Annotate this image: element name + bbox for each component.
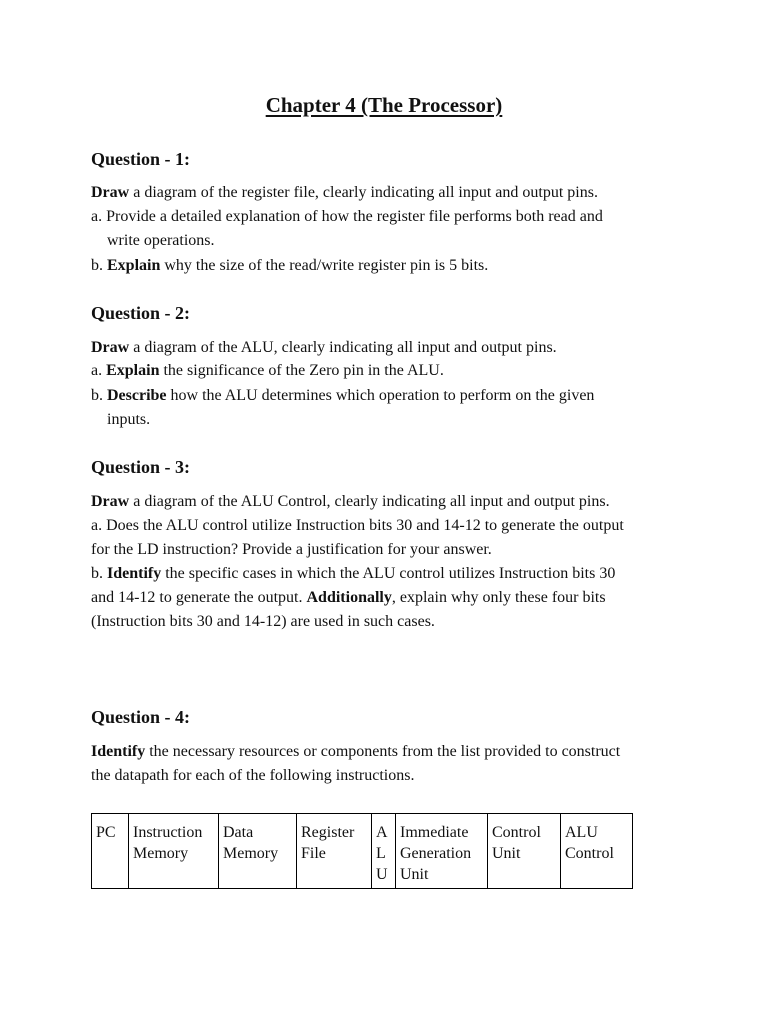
- question-2-line-2: [91, 359, 444, 383]
- table-cell-data-memory: [219, 814, 297, 889]
- question-3-line-2: a. Does the ALU control utilize Instruction bits 30 and 14-12 to generate the output: [91, 517, 624, 534]
- question-2-item-b-marker: b.: [91, 387, 107, 404]
- cell-imem-line-2: Memory: [133, 845, 189, 862]
- question-3-line-5: [91, 586, 606, 610]
- question-3-line-1: [91, 490, 610, 514]
- question-3-line-3: for the LD instruction? Provide a justification for your answer.: [91, 541, 492, 558]
- question-2-heading: Question - 2:: [91, 303, 190, 323]
- question-2-explain-keyword: Explain: [106, 362, 160, 379]
- cell-alu-line-2: L: [376, 845, 386, 862]
- table-cell-alu: [372, 814, 396, 889]
- question-3-line-5-rest: , explain why only these four bits: [391, 589, 606, 606]
- question-1-line-3: write operations.: [107, 232, 215, 249]
- question-3-line-1-text: a diagram of the ALU Control, clearly indicating all input and output pins.: [129, 493, 610, 510]
- cell-aluc-line-2: Control: [565, 845, 614, 862]
- table-cell-control-unit: [488, 814, 561, 889]
- question-1-draw-keyword: Draw: [91, 184, 130, 201]
- question-3-identify-keyword: Identify: [107, 565, 162, 582]
- page-title: Chapter 4 (The Processor): [265, 93, 503, 117]
- cell-rf-line-2: File: [301, 845, 326, 862]
- cell-alu-line-1: A: [376, 824, 388, 841]
- question-4-heading: Question - 4:: [91, 707, 190, 727]
- cell-imm-line-1: Immediate: [400, 824, 469, 841]
- question-4-identify-keyword: Identify: [91, 743, 146, 760]
- question-2-line-3-text: how the ALU determines which operation to perform on the given: [166, 387, 595, 404]
- question-4-line-2: the datapath for each of the following instructions.: [91, 767, 415, 784]
- cell-alu-line-3: U: [376, 866, 388, 883]
- question-1-line-1: [91, 181, 598, 205]
- cell-imem-line-1: Instruction: [133, 824, 203, 841]
- question-2-line-2-text: the significance of the Zero pin in the ALU.: [159, 362, 444, 379]
- question-1-heading: Question - 1:: [91, 149, 190, 169]
- table-cell-immediate-generation-unit: [396, 814, 488, 889]
- question-2-line-4: inputs.: [107, 411, 151, 428]
- question-3-line-4-text: the specific cases in which the ALU control utilizes Instruction bits 30: [161, 565, 616, 582]
- table-cell-register-file: [297, 814, 372, 889]
- resource-table: [91, 813, 633, 889]
- table-cell-alu-control: [561, 814, 633, 889]
- question-2-line-3: [91, 384, 594, 408]
- cell-imm-line-2: Generation: [400, 845, 472, 862]
- question-4-line-1: [91, 740, 620, 764]
- question-2-describe-keyword: Describe: [107, 387, 167, 404]
- question-3-heading: Question - 3:: [91, 457, 190, 477]
- table-row: [92, 814, 633, 889]
- question-1-line-4: [91, 254, 488, 278]
- table-cell-pc: [92, 814, 129, 889]
- cell-cu-line-1: Control: [492, 824, 541, 841]
- question-1-line-2: a. Provide a detailed explanation of how the register file performs both read and: [91, 208, 603, 225]
- question-2-draw-keyword: Draw: [91, 339, 130, 356]
- question-1-line-1-text: a diagram of the register file, clearly indicating all input and output pins.: [129, 184, 598, 201]
- question-2-line-1: [91, 336, 557, 360]
- question-3-line-6: (Instruction bits 30 and 14-12) are used in such cases.: [91, 613, 435, 630]
- question-3-item-b-marker: b.: [91, 565, 107, 582]
- cell-dmem-line-2: Memory: [223, 845, 279, 862]
- question-2-line-1-text: a diagram of the ALU, clearly indicating all input and output pins.: [129, 339, 557, 356]
- question-1-explain-keyword: Explain: [107, 257, 161, 274]
- question-4-line-1-text: the necessary resources or components from the list provided to construct: [145, 743, 621, 760]
- cell-cu-line-2: Unit: [492, 845, 521, 862]
- cell-aluc-line-1: ALU: [565, 824, 598, 841]
- cell-dmem-line-1: Data: [223, 824, 254, 841]
- cell-pc-label: PC: [96, 824, 116, 841]
- question-3-line-4: [91, 562, 615, 586]
- cell-imm-line-3: Unit: [400, 866, 429, 883]
- cell-rf-line-1: Register: [301, 824, 355, 841]
- question-3-draw-keyword: Draw: [91, 493, 130, 510]
- question-2-item-a-marker: a.: [91, 362, 107, 379]
- table-cell-instruction-memory: [129, 814, 219, 889]
- question-1-item-b-marker: b.: [91, 257, 107, 274]
- question-3-line-5-text: and 14-12 to generate the output.: [91, 589, 307, 606]
- question-1-line-4-text: why the size of the read/write register pin is 5 bits.: [160, 257, 489, 274]
- question-3-additionally-keyword: Additionally: [306, 589, 392, 606]
